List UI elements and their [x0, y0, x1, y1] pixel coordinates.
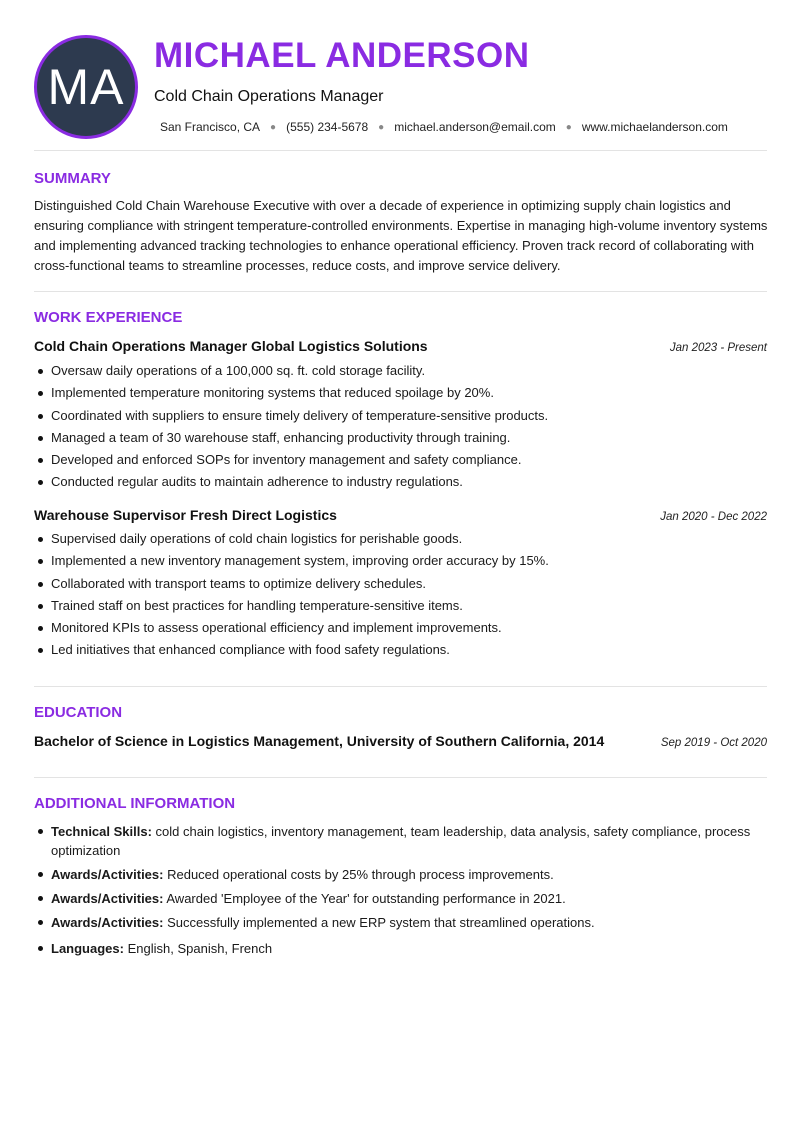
list-item — [51, 939, 786, 958]
list-item: Collaborated with transport teams to optimize delivery schedules. — [51, 573, 767, 595]
job-dates: Jan 2020 - Dec 2022 — [660, 511, 767, 523]
list-item: Managed a team of 30 warehouse staff, enhancing productivity through training. — [51, 427, 767, 449]
divider — [34, 150, 767, 151]
item-text: Successfully implemented a new ERP system that streamlined operations. — [167, 915, 595, 930]
job-header — [34, 338, 767, 354]
education-degree: Bachelor of Science in Logistics Management, University of Southern California, 2014 — [34, 733, 605, 749]
job-bullets — [34, 360, 767, 494]
list-item: Developed and enforced SOPs for inventory management and safety compliance. — [51, 449, 767, 471]
list-item: Led initiatives that enhanced compliance with food safety regulations. — [51, 639, 767, 661]
list-item: Implemented temperature monitoring systems that reduced spoilage by 20%. — [51, 382, 767, 404]
list-item: Monitored KPIs to assess operational efficiency and implement improvements. — [51, 617, 767, 639]
candidate-name: MICHAEL ANDERSON — [154, 36, 530, 75]
additional-list — [34, 822, 786, 963]
divider — [34, 686, 767, 687]
item-label: Technical Skills: — [51, 824, 152, 839]
job-role: Warehouse Supervisor Fresh Direct Logistics — [34, 507, 337, 523]
job-dates: Jan 2023 - Present — [669, 342, 767, 354]
experience-heading: WORK EXPERIENCE — [34, 309, 183, 326]
item-label: Awards/Activities: — [51, 915, 164, 930]
contact-phone: (555) 234-5678 — [286, 120, 369, 134]
list-item: Oversaw daily operations of a 100,000 sq. ft. cold storage facility. — [51, 360, 767, 382]
item-label: Awards/Activities: — [51, 891, 164, 906]
additional-heading: ADDITIONAL INFORMATION — [34, 795, 236, 812]
contact-email[interactable]: michael.anderson@email.com — [394, 120, 556, 134]
list-item: Supervised daily operations of cold chain logistics for perishable goods. — [51, 528, 767, 550]
list-item — [51, 865, 786, 884]
contact-bar — [160, 120, 728, 134]
job-header — [34, 507, 767, 523]
list-item: Conducted regular audits to maintain adherence to industry regulations. — [51, 471, 767, 493]
summary-heading: SUMMARY — [34, 170, 111, 187]
item-label: Awards/Activities: — [51, 867, 164, 882]
avatar — [34, 35, 138, 139]
contact-website[interactable]: www.michaelanderson.com — [581, 120, 728, 134]
candidate-title: Cold Chain Operations Manager — [154, 88, 384, 105]
separator-dot-icon: ● — [565, 121, 572, 133]
education-entry — [34, 733, 767, 749]
item-text: cold chain logistics, inventory management, team leadership, data analysis, safety compliance, process optimization — [51, 824, 751, 858]
item-text: English, Spanish, French — [127, 941, 273, 956]
education-heading: EDUCATION — [34, 704, 123, 721]
job-role: Cold Chain Operations Manager Global Logistics Solutions — [34, 338, 428, 354]
divider — [34, 777, 767, 778]
list-item — [51, 889, 786, 908]
list-item: Coordinated with suppliers to ensure timely delivery of temperature-sensitive products. — [51, 405, 767, 427]
item-text: Awarded 'Employee of the Year' for outstanding performance in 2021. — [166, 891, 566, 906]
contact-location: San Francisco, CA — [160, 120, 261, 134]
job-bullets — [34, 528, 767, 662]
summary-text: Distinguished Cold Chain Warehouse Executive with over a decade of experience in optimizing supply chain logistics and ensuring compliance with stringent temperature-controlled environments. Expertise in managing high-volume inventory systems and implementing advanced tracking technologies to enhance operational efficiency. Proven track record of collaborating with cross-functional teams to streamline processes, reduce costs, and improve service delivery. — [34, 198, 768, 273]
separator-dot-icon: ● — [270, 121, 277, 133]
separator-dot-icon: ● — [378, 121, 385, 133]
divider — [34, 291, 767, 292]
education-dates: Sep 2019 - Oct 2020 — [660, 737, 767, 749]
list-item — [51, 913, 786, 932]
avatar-initials: MA — [47, 59, 125, 115]
list-item: Trained staff on best practices for handling temperature-sensitive items. — [51, 595, 767, 617]
list-item: Implemented a new inventory management system, improving order accuracy by 15%. — [51, 550, 767, 572]
list-item — [51, 822, 786, 860]
item-text: Reduced operational costs by 25% through process improvements. — [167, 867, 554, 882]
item-label: Languages: — [51, 941, 124, 956]
